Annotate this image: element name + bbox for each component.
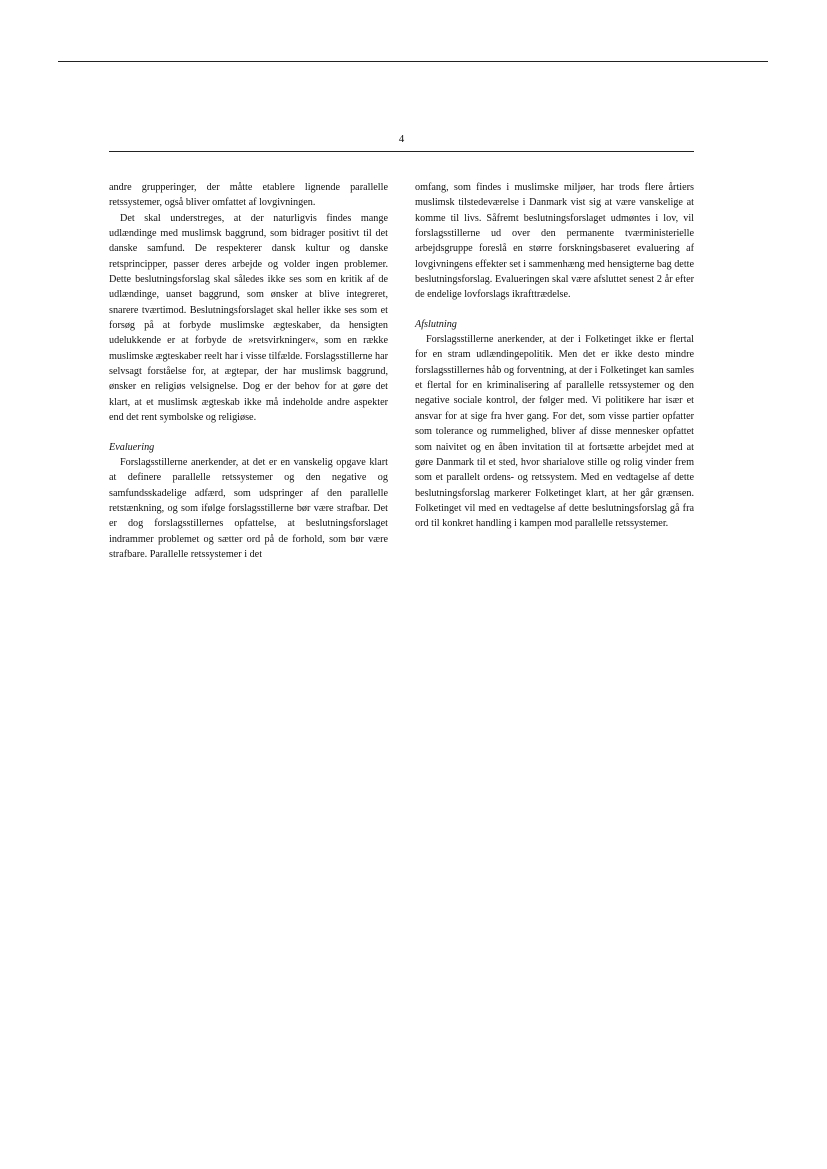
- page-number: 4: [398, 133, 405, 145]
- top-rule: [58, 61, 768, 62]
- left-paragraph-continued: andre grupperinger, der måtte etablere lignende parallelle retssystemer, også bliver omfattet af lovgivningen.: [109, 182, 388, 209]
- right-paragraph-afslutning: Forslagsstillerne anerkender, at der i Folketinget ikke er flertal for en stram udlændingepolitik. Men det er ikke desto mindre forslagsstillernes håb og forventning, at der i Folketinget kan samles et flertal for en kriminalisering af parallelle retssystemer og den negative sociale kontrol, der følger med. Vi politikere har især et ansvar for at sige fra hver gang. For det, som visse partier opfatter som tolerance og rummelighed, bliver af disse mennesker opfattet som naivitet og en åben invitation til at fortsætte arbejdet med at gøre Danmark til et sted, hvor sharialove stille og rolig vinder frem som et parallelt ordens- og retssystem. Med en vedtagelse af dette beslutningsforslag markerer Folketinget klart, at her går grænsen. Folketinget vil med en vedtagelse af dette beslutningsforslag gå fra ord til konkret handling i kampen mod parallelle retssystemer.: [415, 334, 694, 530]
- left-paragraph-evaluering: Forslagsstillerne anerkender, at det er en vanskelig opgave klart at definere parallelle retssystemer og den negative og samfundsskadelige adfærd, som udspringer af den parallelle retstænkning, og som ifølge forslagsstillerne bør være strafbar. Det er dog forslagsstillernes opfattelse, at beslutningsforslaget indrammer problemet og sætter ord på de forhold, som bør være strafbare. Parallelle retssystemer i det: [109, 456, 388, 560]
- left-paragraph-understreges: Det skal understreges, at der naturligvis findes mange udlændinge med muslimsk baggrund, som bidrager positivt til det danske samfund. De respekterer dansk kultur og danske retsprincipper, passer deres arbejde og volder ingen problemer. Dette beslutningsforslag skal således ikke ses som en kritik af de udlændinge, uanset baggrund, som ønsker at blive integreret, snarere tværtimod. Beslutningsforslaget skal heller ikke ses som et forsøg på at forbyde muslimske ægteskaber, da hensigten udelukkende er at forbyde de »retsvirkninger«, som en række muslimske ægteskaber reelt har i visse tilfælde. Forslagsstillerne har selvsagt forståelse for, at ægtepar, der har muslimsk baggrund, ønsker en religiøs velsignelse. Dog er der behov for at gøre det klart, at et muslimsk ægteskab ikke må indeholde andre aspekter end det rent symbolske og religiøse.: [109, 212, 388, 424]
- heading-afslutning: Afslutning: [415, 318, 457, 330]
- right-column: [415, 180, 694, 532]
- heading-evaluering: Evaluering: [109, 441, 155, 453]
- header-rule: [109, 151, 694, 152]
- right-paragraph-continued: omfang, som findes i muslimske miljøer, har trods flere årtiers muslimsk tilstedeværelse i Danmark vist sig at være vanskelige at komme til livs. Såfremt beslutningsforslaget udmøntes i lov, vil forslagsstillerne ud over den permanente tværministerielle arbejdsgruppe foreslå en større forskningsbaseret evaluering af lovgivningens effekter set i sammenhæng med hensigterne bag dette beslutningsforslag. Evalueringen skal være afsluttet senest 2 år efter de endelige lovforslags ikrafttrædelse.: [415, 182, 694, 301]
- left-column: [109, 180, 388, 562]
